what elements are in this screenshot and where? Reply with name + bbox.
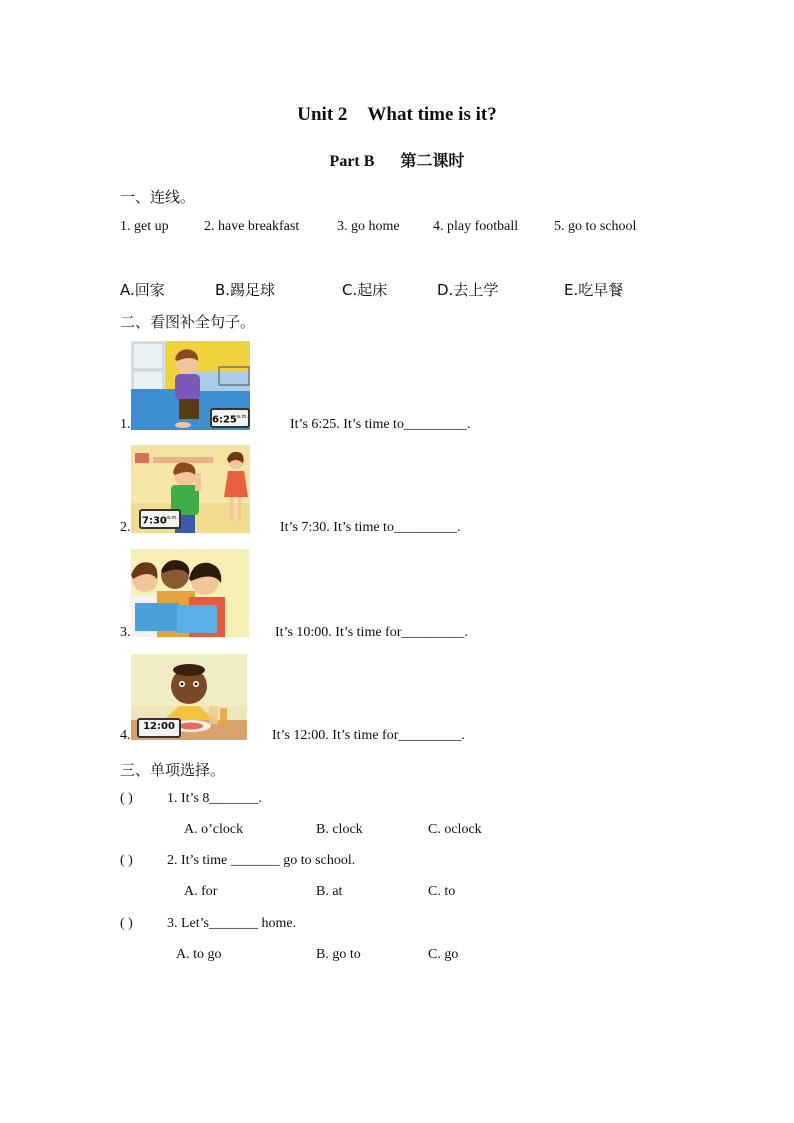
meaning-b: B.踢足球 xyxy=(215,281,276,299)
sentence-3: It’s 10:00. It’s time for_________. xyxy=(275,625,468,640)
clock-display-2: $7:30^{a.m.}$ xyxy=(139,509,181,529)
phrase-4: 4. play football xyxy=(433,219,519,234)
sentence-2: It’s 7:30. It’s time to_________. xyxy=(280,520,461,535)
question-3-option-a: A. to go xyxy=(176,947,222,962)
meaning-c: C.起床 xyxy=(342,281,388,299)
item-number-3: 3. xyxy=(120,625,131,640)
picture-english-class xyxy=(131,549,249,637)
phrase-2: 2. have breakfast xyxy=(204,219,300,234)
question-3-stem: 3. Let’s_______ home. xyxy=(167,916,297,931)
picture-lunch xyxy=(131,654,247,740)
question-1-option-a: A. o’clock xyxy=(184,822,244,837)
item-number-1: 1. xyxy=(120,417,131,432)
question-1-stem: 1. It’s 8_______. xyxy=(167,791,262,806)
question-1-option-c: C. oclock xyxy=(428,822,482,837)
question-1-option-b: B. clock xyxy=(316,822,363,837)
meaning-d: D.去上学 xyxy=(437,281,499,299)
question-2-option-c: C. to xyxy=(428,884,456,899)
meaning-e: E.吃早餐 xyxy=(564,281,624,299)
page-title xyxy=(0,104,794,126)
unit-label: Unit 2 xyxy=(297,104,348,125)
part-label: Part B xyxy=(329,153,375,170)
item-number-4: 4. xyxy=(120,728,131,743)
question-1-bracket: ( ) xyxy=(120,791,133,806)
lesson-label: 第二课时 xyxy=(400,153,465,170)
phrase-3: 3. go home xyxy=(337,219,400,234)
question-2-bracket: ( ) xyxy=(120,853,133,868)
sentence-4: It’s 12:00. It’s time for_________. xyxy=(272,728,465,743)
picture-get-up xyxy=(131,341,250,430)
section1-heading: 一、连线。 xyxy=(120,188,196,206)
question-2-option-b: B. at xyxy=(316,884,343,899)
meaning-a: A.回家 xyxy=(120,281,165,299)
question-3-option-b: B. go to xyxy=(316,947,361,962)
clock-display-1: $6:25^{a.m.}$ xyxy=(210,408,250,428)
question-2-option-a: A. for xyxy=(184,884,218,899)
question-3-option-c: C. go xyxy=(428,947,459,962)
section2-heading: 二、看图补全句子。 xyxy=(120,313,256,331)
phrase-1: 1. get up xyxy=(120,219,169,234)
page-subtitle xyxy=(0,148,794,171)
phrase-5: 5. go to school xyxy=(554,219,637,234)
question-2-stem: 2. It’s time _______ go to school. xyxy=(167,853,356,868)
picture-go-to-school xyxy=(131,445,250,533)
clock-display-4: 12:00 xyxy=(137,718,181,738)
section3-heading: 三、单项选择。 xyxy=(120,761,226,779)
unit-title: What time is it? xyxy=(367,104,497,125)
item-number-2: 2. xyxy=(120,520,131,535)
sentence-1: It’s 6:25. It’s time to_________. xyxy=(290,417,471,432)
question-3-bracket: ( ) xyxy=(120,916,133,931)
